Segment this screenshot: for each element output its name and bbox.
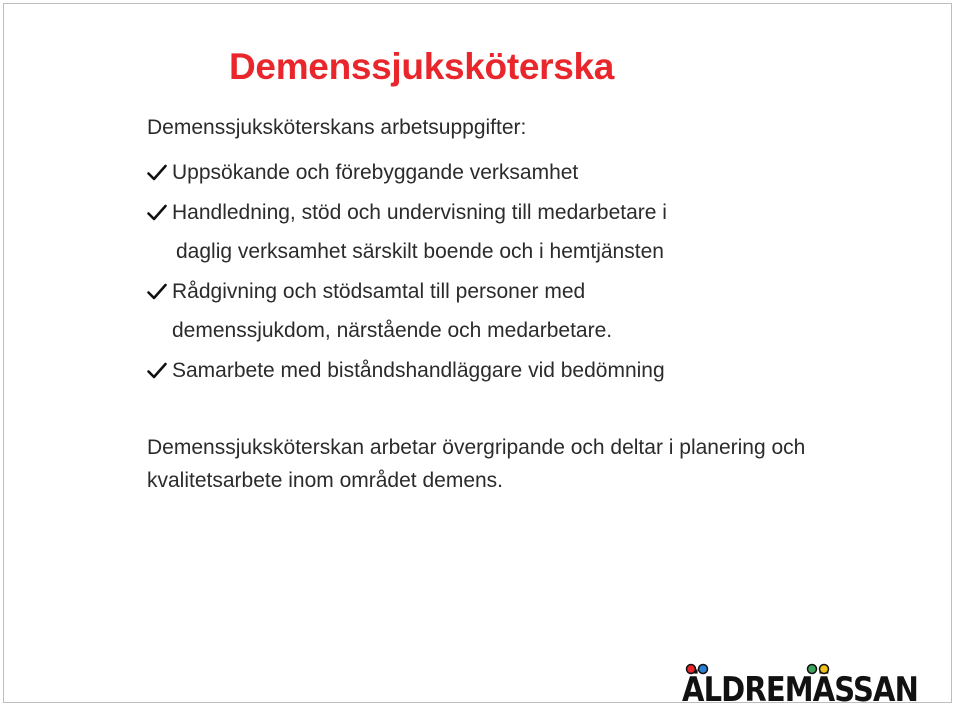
logo-dot-green <box>808 665 817 674</box>
logo-dot-yellow <box>820 665 829 674</box>
logo-dot-blue <box>699 665 708 674</box>
list-item <box>147 153 667 193</box>
summary-paragraph: Demenssjuksköterskan arbetar övergripande och deltar i planering och kvalitetsarbete inom området demens. <box>147 436 806 492</box>
checkmark-icon <box>147 204 167 221</box>
logo-dot-red <box>687 665 696 674</box>
checkmark-icon <box>147 283 167 300</box>
list-item-text: Uppsökande och förebyggande verksamhet <box>172 161 579 184</box>
aldremassan-logo <box>682 664 959 710</box>
list-item-text-continued: demenssjukdom, närstående och medarbetare. <box>172 319 613 342</box>
task-list <box>147 153 667 390</box>
checkmark-icon <box>147 362 167 379</box>
list-item-text: Samarbete med biståndshandläggare vid bedömning <box>172 358 665 382</box>
list-item-text-continued: daglig verksamhet särskilt boende och i hemtjänsten <box>176 240 664 263</box>
logo-text: ÄLDREMÄSSAN <box>682 670 959 710</box>
list-item-text: Rådgivning och stödsamtal till personer med <box>172 279 586 303</box>
slide-title: Demenssjuksköterska <box>229 46 615 87</box>
list-item <box>147 272 667 351</box>
checkmark-icon <box>147 164 167 181</box>
list-item-text: Handledning, stöd och undervisning till medarbetare i <box>172 200 667 224</box>
list-item <box>147 193 667 272</box>
list-item <box>147 351 667 391</box>
tasks-intro: Demenssjuksköterskans arbetsuppgifter: <box>147 116 527 139</box>
